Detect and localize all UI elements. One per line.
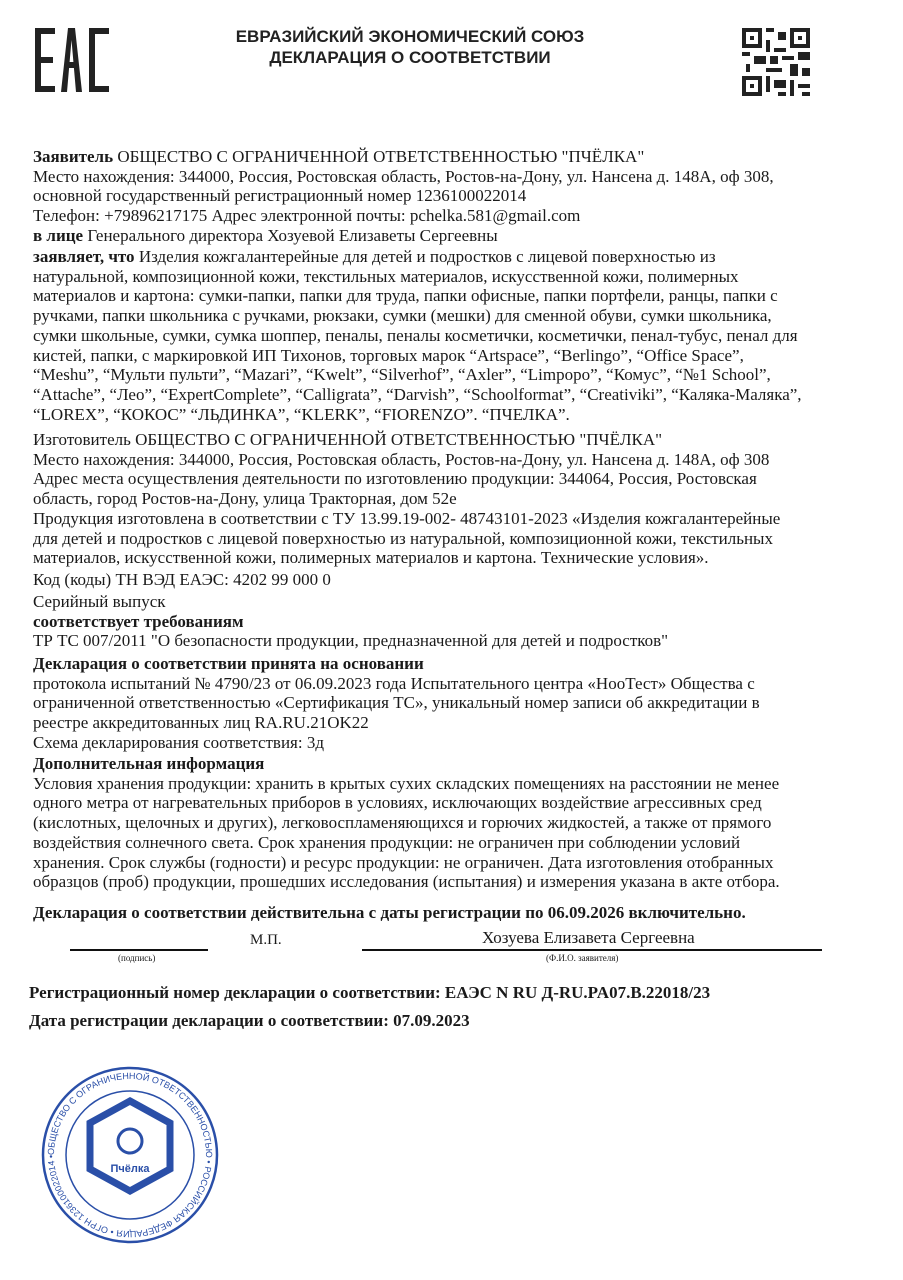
serial-release: Серийный выпуск xyxy=(33,592,166,611)
applicant-label: Заявитель xyxy=(33,147,114,166)
basis-section xyxy=(33,654,760,753)
declares-label: заявляет, что xyxy=(33,247,135,266)
applicant-reg-number: основной государственный регистрационный номер 1236100022014 xyxy=(33,186,527,206)
declares-line: натуральной, композиционной кожи, текстильных материалов, искусственной кожи, полимерных xyxy=(33,266,739,286)
declares-line: “Attache”, “Лео”, “ExpertComplete”, “Calligrata”, “Darvish”, “Schoolformat”, “Creativiki”, “Каляка-Маляка”, xyxy=(33,384,802,404)
manufacturer-line: Адрес места осуществления деятельности по изготовлению продукции: 344064, Россия, Ростовская xyxy=(33,469,757,489)
declares-line: сумки школьные, сумки, сумка шоппер, пеналы, пеналы косметички, косметички, пенал-тубус, пенал для xyxy=(33,325,798,345)
declares-section xyxy=(33,247,802,424)
additional-line: хранения. Срок службы (годности) и ресурс продукции: не ограничен. Дата изготовления отобранных xyxy=(33,852,774,872)
applicant-section xyxy=(33,147,774,246)
name-caption: (Ф.И.О. заявителя) xyxy=(546,953,619,963)
rep-label: в лице xyxy=(33,225,84,245)
tnved-code: Код (коды) ТН ВЭД ЕАЭС: 4202 99 000 0 xyxy=(33,570,331,589)
validity: Декларация о соответствии действительна с даты регистрации по 06.09.2026 включительно. xyxy=(33,903,746,922)
manufacturer-line: Изготовитель ОБЩЕСТВО С ОГРАНИЧЕННОЙ ОТВЕТСТВЕННОСТЬЮ "ПЧЁЛКА" xyxy=(33,430,663,449)
applicant-address: Место нахождения: 344000, Россия, Ростовская область, Ростов-на-Дону, ул. Нансена д. 148А, оф 308, xyxy=(33,166,774,186)
declares-line: “LOREX”, “КОКОС” “ЛЬДИНКА”, “KLERK”, “FIORENZO”. “ПЧЕЛКА”. xyxy=(33,404,570,424)
manufacturer-line: область, город Ростов-на-Дону, улица Тракторная, дом 52е xyxy=(33,489,457,509)
document-title xyxy=(170,26,650,68)
declares-line: Изделия кожгалантерейные для детей и подростков с лицевой поверхностью из xyxy=(134,247,716,266)
signature-caption: (подпись) xyxy=(118,953,156,963)
manufacturer-line: материалов, искусственной кожи, полимерных материалов и картона. Технические условия». xyxy=(33,548,709,568)
signature-line xyxy=(70,949,208,951)
applicant-name: ОБЩЕСТВО С ОГРАНИЧЕННОЙ ОТВЕТСТВЕННОСТЬЮ "ПЧЁЛКА" xyxy=(113,147,645,166)
stamp-center-text: Пчёлка xyxy=(110,1163,150,1175)
additional-line: образцов (проб) продукции, прошедших исследования (испытания) и измерения указана в акте отбора. xyxy=(33,872,780,892)
complies-label: соответствует требованиям xyxy=(33,612,244,631)
basis-line: ограниченной ответственностью «Сертификация ТС», уникальный номер записи об аккредитации в xyxy=(33,693,760,713)
additional-label: Дополнительная информация xyxy=(33,754,265,773)
applicant-rep: Генерального директора Хозуевой Елизаветы Сергеевны xyxy=(83,225,498,245)
manufacturer-line: Продукция изготовлена в соответствии с ТУ 13.99.19-002- 48743101-2023 «Изделия кожгалантерейные xyxy=(33,508,781,528)
additional-line: (кислотных, щелочных и других), легковоспламеняющихся и горючих жидкостей, а также от прямого xyxy=(33,813,772,833)
basis-line: реестре аккредитованных лиц RA.RU.21OK22 xyxy=(33,713,369,733)
mp-label: М.П. xyxy=(250,932,282,948)
declares-line: “Meshu”, “Мульти пульти”, “Mazari”, “Kwelt”, “Silverhof”, “Axler”, “Limpopo”, “Комус”, “№1 School”, xyxy=(33,365,771,385)
eac-logo xyxy=(33,26,113,94)
basis-line: протокола испытаний № 4790/23 от 06.09.2023 года Испытательного центра «НооТест» Общества с xyxy=(33,673,755,693)
additional-line: Условия хранения продукции: хранить в крытых сухих складских помещениях на расстоянии не менее xyxy=(33,773,780,793)
title-line-1: ЕВРАЗИЙСКИЙ ЭКОНОМИЧЕСКИЙ СОЮЗ xyxy=(235,27,585,46)
registration-number: Регистрационный номер декларации о соответствии: ЕАЭС N RU Д-RU.PA07.B.22018/23 xyxy=(29,983,711,1002)
signer-name: Хозуева Елизавета Сергеевна xyxy=(482,928,695,947)
manufacturer-line: для детей и подростков с лицевой поверхностью из натуральной, композиционной кожи, текстильных xyxy=(33,528,773,548)
stamp-ring-text: ОБЩЕСТВО С ОГРАНИЧЕННОЙ ОТВЕТСТВЕННОСТЬЮ • РОССИЙСКАЯ ФЕДЕРАЦИЯ • ОГРН 1236100022014 • xyxy=(45,1070,215,1240)
registration-date: Дата регистрации декларации о соответствии: 07.09.2023 xyxy=(29,1011,470,1030)
manufacturer-line: Место нахождения: 344000, Россия, Ростовская область, Ростов-на-Дону, ул. Нансена д. 148А, оф 308 xyxy=(33,449,770,469)
company-stamp xyxy=(40,1065,220,1245)
applicant-contacts: Телефон: +79896217175 Адрес электронной почты: pchelka.581@gmail.com xyxy=(33,206,581,226)
svg-text:ОБЩЕСТВО С ОГРАНИЧЕННОЙ ОТВЕТС xyxy=(46,1071,214,1239)
additional-line: одного метра от нагревательных приборов в условиях, исключающих воздействие агрессивных сред xyxy=(33,793,762,813)
manufacturer-section xyxy=(33,430,780,568)
basis-label: Декларация о соответствии принята на основании xyxy=(33,654,424,673)
declares-line: ручками, папки школьника с ручками, рюкзаки, сумки (мешки) для сменной обуви, сумки школьника, xyxy=(33,306,772,326)
title-line-2: ДЕКЛАРАЦИЯ О СООТВЕТСТВИИ xyxy=(269,48,551,67)
declares-line: материалов и картона: сумки-папки, папки для труда, папки офисные, папки портфели, ранцы, папки с xyxy=(33,286,778,306)
regulation: ТР ТС 007/2011 "О безопасности продукции, предназначенной для детей и подростков" xyxy=(33,631,669,650)
additional-line: воздействия солнечного света. Срок хранения продукции: не ограничен при соблюдении условий xyxy=(33,832,741,852)
name-line xyxy=(362,949,822,951)
scheme: Схема декларирования соответствия: 3д xyxy=(33,732,324,752)
declares-line: кистей, папки, с маркировкой ИП Тихонов, торговых марок “Artspace”, “Berlingo”, “Office Space”, xyxy=(33,345,744,365)
additional-section xyxy=(33,754,780,892)
qr-code xyxy=(742,28,810,96)
